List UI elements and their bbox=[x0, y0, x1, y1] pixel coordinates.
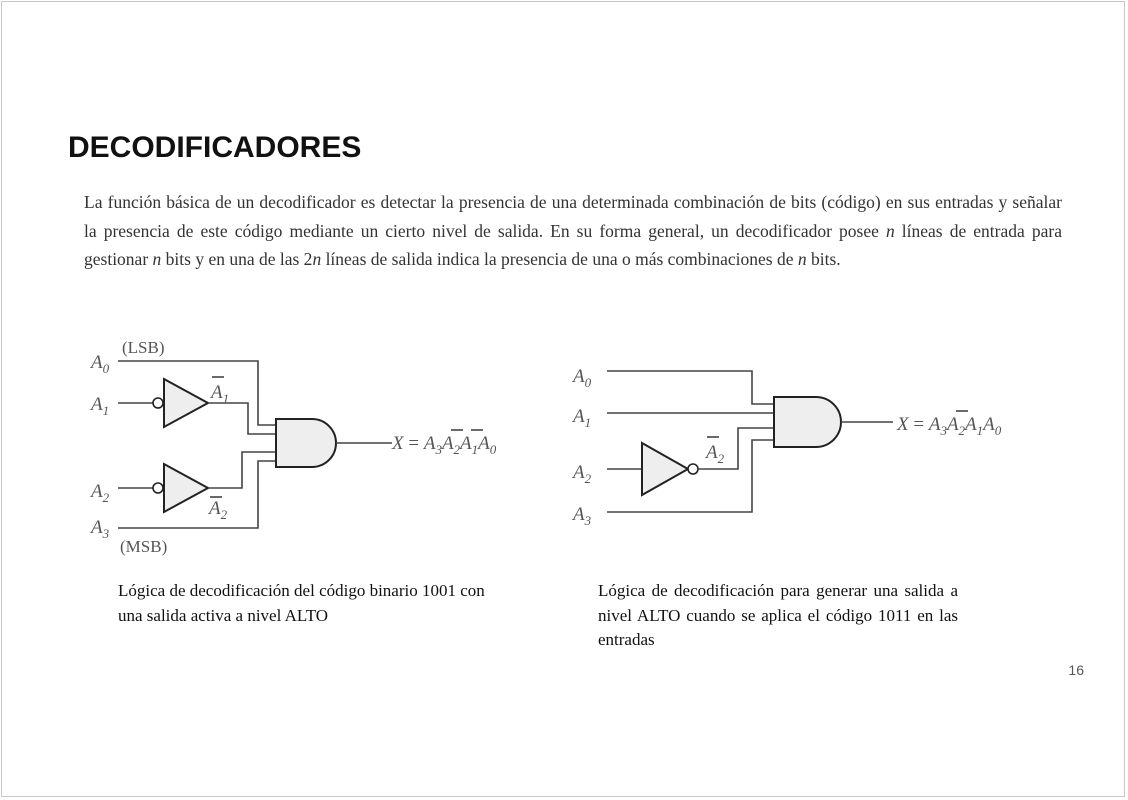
lsb-label: (LSB) bbox=[122, 338, 165, 357]
and-gate-right bbox=[774, 397, 841, 447]
input-a0-label: $A_0$ bbox=[573, 366, 592, 390]
intro-text-5: bits. bbox=[806, 249, 841, 269]
a1-bar-label: $A_1$ bbox=[211, 382, 230, 406]
a2-bar-label: $A_2$ bbox=[209, 498, 228, 522]
intro-text-2: líneas de entrada para gestionar bbox=[84, 220, 1062, 269]
msb-label: (MSB) bbox=[120, 537, 168, 556]
input-a1-label: $A_1$ bbox=[91, 394, 110, 418]
output-expression-right: $X = A_3A_2A_1A_0$ bbox=[897, 414, 1002, 438]
input-a2-label: $A_2$ bbox=[91, 481, 110, 505]
intro-var-n: n bbox=[312, 249, 322, 269]
wire-a0 bbox=[607, 371, 774, 404]
input-a3-label: $A_3$ bbox=[91, 517, 110, 541]
inverter-a2 bbox=[642, 443, 688, 495]
input-a2-label: $A_2$ bbox=[573, 462, 592, 486]
inverter-bubble bbox=[688, 464, 698, 474]
slide-title: DECODIFICADORES bbox=[68, 131, 362, 164]
page-number: 16 bbox=[1068, 662, 1084, 678]
caption-left: Lógica de decodificación del código binario 1001 con una salida activa a nivel ALTO bbox=[118, 581, 485, 625]
input-a3-label: $A_3$ bbox=[573, 504, 592, 528]
intro-text-4: líneas de salida indica la presencia de una o más combinaciones de bbox=[321, 249, 798, 269]
intro-text-3: bits y en una de las 2 bbox=[161, 249, 313, 269]
a2-bar-label: $A_2$ bbox=[706, 442, 725, 466]
intro-var-n: n bbox=[152, 249, 162, 269]
intro-var-n: n bbox=[885, 220, 895, 241]
wire-a3 bbox=[607, 440, 774, 512]
intro-var-n: n bbox=[797, 249, 807, 269]
caption-right: Lógica de decodificación para generar una salida a nivel ALTO cuando se aplica el código 1011 en las entradas bbox=[598, 581, 958, 649]
input-a1-label: $A_1$ bbox=[573, 406, 592, 430]
intro-text-1: La función básica de un decodificador es detectar la presencia de una determinada combinación de bits (código) en sus entradas y señalar la presencia de este código mediante un cierto nivel de salida. En su forma general, un decodificador posee bbox=[84, 192, 1062, 241]
input-a0-label: $A_0$ bbox=[91, 352, 110, 376]
output-expression-left: $X = A_3A_2A_1A_0$ bbox=[392, 433, 497, 457]
